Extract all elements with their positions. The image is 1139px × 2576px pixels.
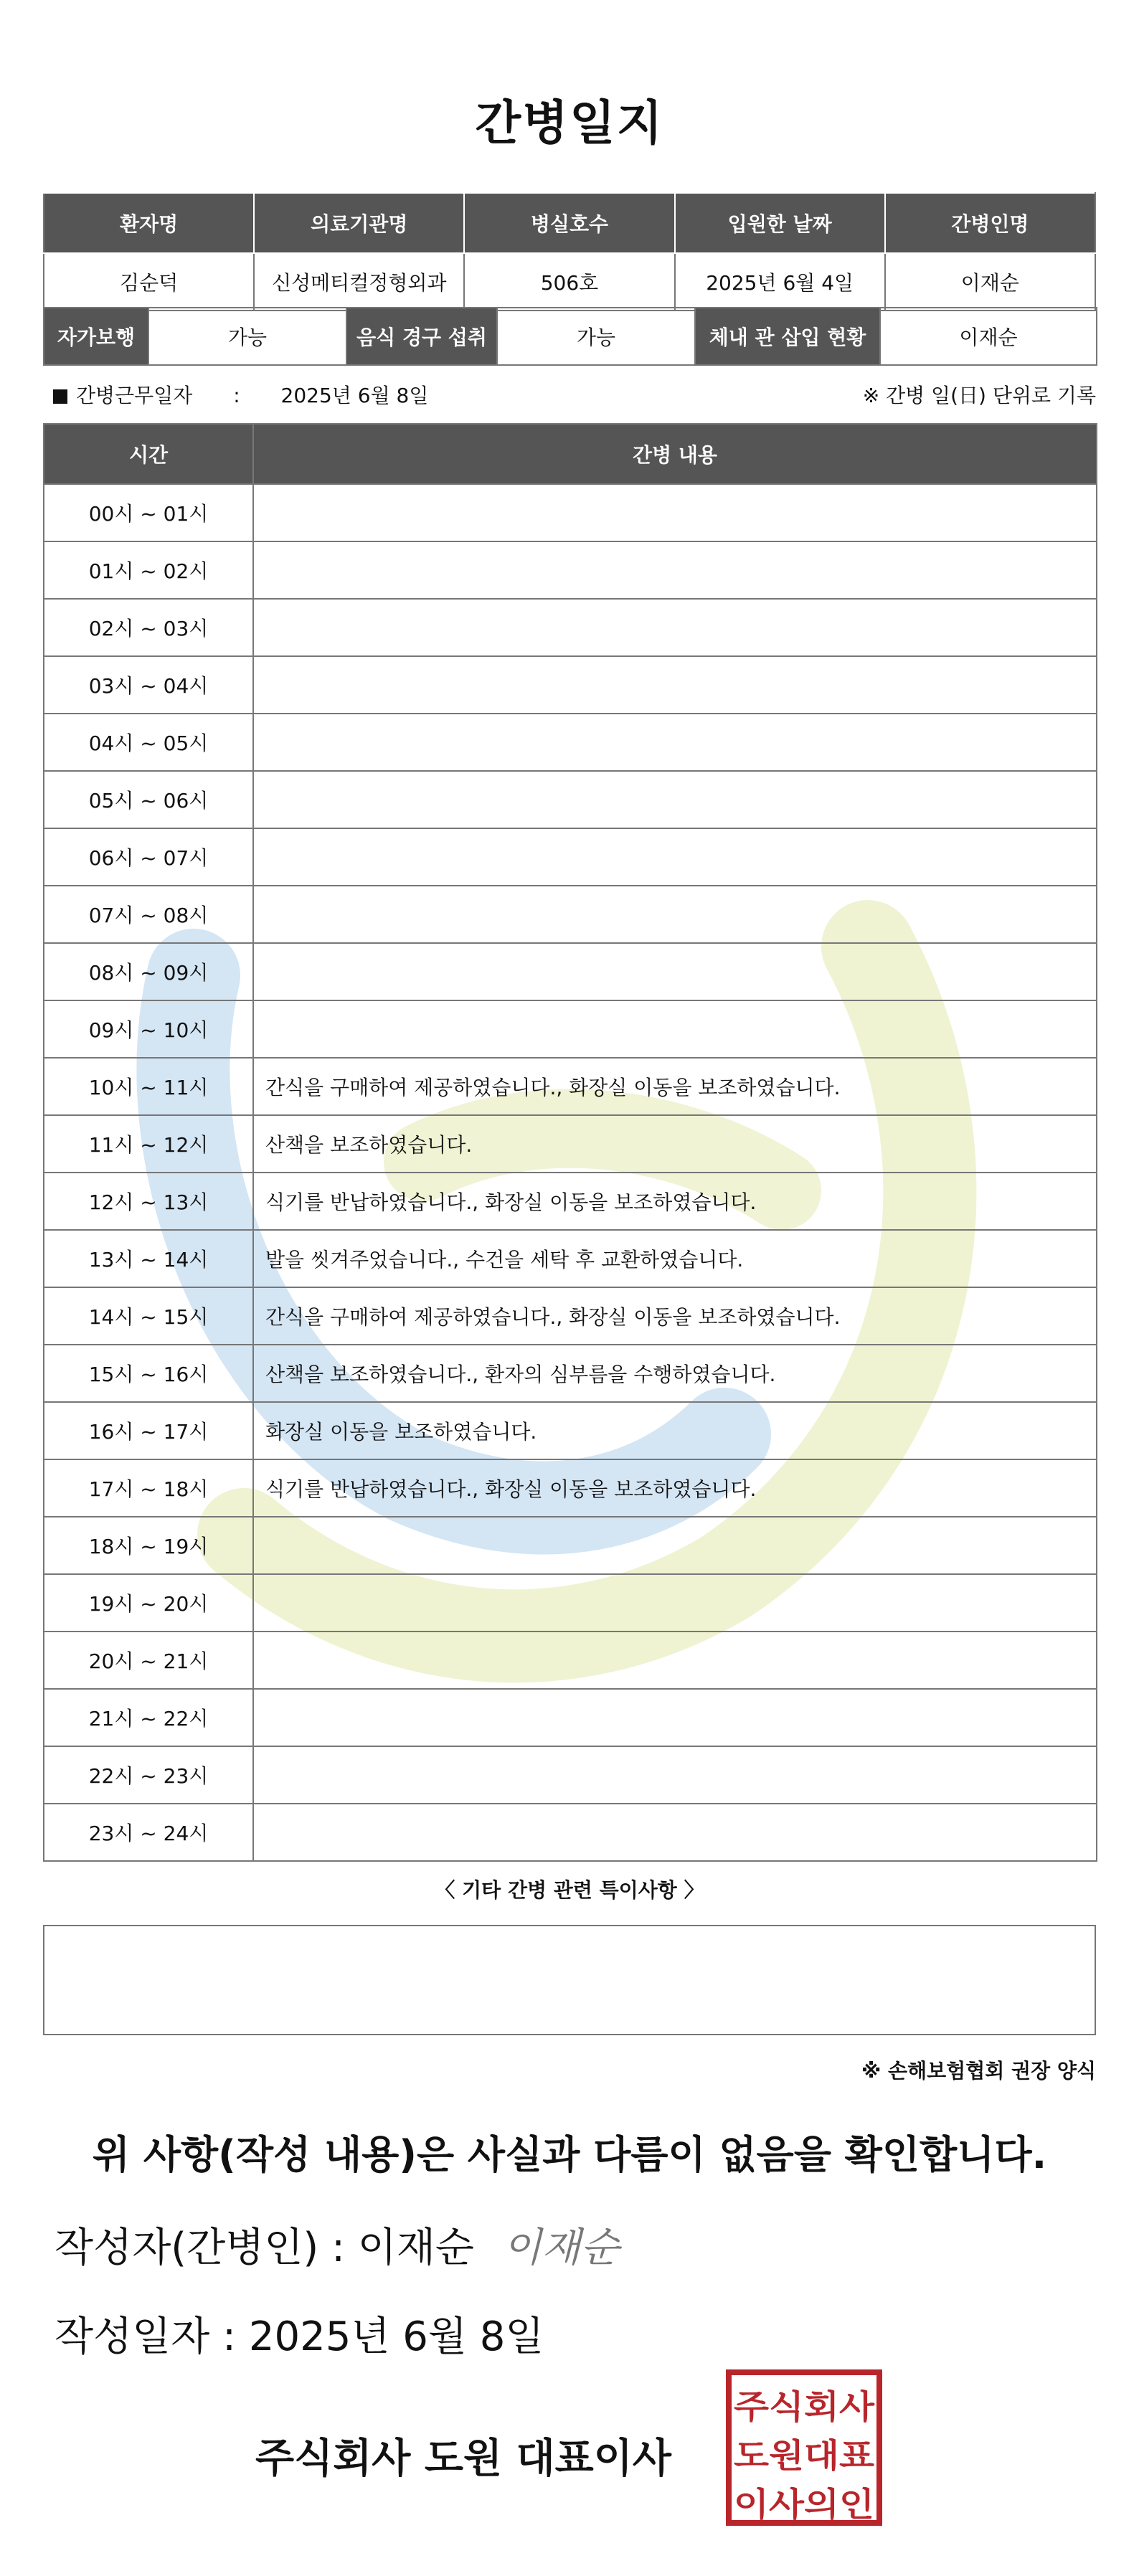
- care-content: [253, 541, 1097, 599]
- time-slot: 20시 ~ 21시: [44, 1632, 253, 1689]
- tube-value: 이재순: [880, 308, 1097, 365]
- time-slot: 08시 ~ 09시: [44, 943, 253, 1000]
- time-slot: 09시 ~ 10시: [44, 1000, 253, 1058]
- table-row: [44, 886, 1097, 943]
- care-content: [253, 1746, 1097, 1804]
- self-walk-value: 가능: [148, 308, 346, 365]
- time-slot: 02시 ~ 03시: [44, 599, 253, 656]
- table-row: [44, 714, 1097, 771]
- header-care-content: 간병 내용: [253, 424, 1097, 484]
- time-slot: 11시 ~ 12시: [44, 1115, 253, 1173]
- time-slot: 06시 ~ 07시: [44, 828, 253, 886]
- table-row: [44, 1287, 1097, 1345]
- time-slot: 16시 ~ 17시: [44, 1402, 253, 1459]
- oral-intake-label: 음식 경구 섭취: [346, 308, 497, 365]
- seal-line-1: 주식회사: [734, 2387, 875, 2426]
- time-slot: 10시 ~ 11시: [44, 1058, 253, 1115]
- time-slot: 22시 ~ 23시: [44, 1746, 253, 1804]
- care-content: [253, 1689, 1097, 1746]
- header-patient-name: 환자명: [44, 193, 254, 253]
- caregiver-name: 이재순: [885, 253, 1095, 311]
- table-row: [44, 656, 1097, 714]
- work-date-colon: :: [233, 384, 240, 407]
- care-content: 발을 씻겨주었습니다., 수건을 세탁 후 교환하였습니다.: [253, 1230, 1097, 1287]
- company-seal-stamp: [724, 2368, 884, 2527]
- writer-label: 작성자(간병인) : 이재순: [55, 2225, 475, 2271]
- table-row: [44, 943, 1097, 1000]
- care-content: [253, 1574, 1097, 1632]
- table-row: [44, 599, 1097, 656]
- seal-line-3: 이사의인: [734, 2485, 874, 2524]
- table-row: [44, 484, 1097, 541]
- care-content: [253, 1804, 1097, 1861]
- care-content: [253, 886, 1097, 943]
- work-date-line: [53, 380, 428, 409]
- table-row: [44, 1230, 1097, 1287]
- table-row: [44, 828, 1097, 886]
- remarks-box: [43, 1925, 1096, 2035]
- table-row: [44, 1804, 1097, 1861]
- tube-label: 체내 관 삽입 현황: [695, 308, 880, 365]
- oral-intake-value: 가능: [497, 308, 695, 365]
- care-content: 산책을 보조하였습니다., 환자의 심부름을 수행하였습니다.: [253, 1345, 1097, 1402]
- table-row: [44, 771, 1097, 828]
- table-row: [44, 1402, 1097, 1459]
- seal-line-2: 도원대표: [734, 2436, 875, 2475]
- time-slot: 00시 ~ 01시: [44, 484, 253, 541]
- care-content: 산책을 보조하였습니다.: [253, 1115, 1097, 1173]
- work-date-value: 2025년 6월 8일: [280, 384, 429, 407]
- care-content: [253, 1632, 1097, 1689]
- unit-note: ※ 간병 일(日) 단위로 기록: [862, 384, 1096, 407]
- time-slot: 05시 ~ 06시: [44, 771, 253, 828]
- header-admission-date: 입원한 날짜: [675, 193, 885, 253]
- patient-name: 김순덕: [44, 253, 254, 311]
- writer-line: [55, 2216, 619, 2273]
- header-hospital-name: 의료기관명: [254, 193, 464, 253]
- header-room-number: 병실호수: [464, 193, 674, 253]
- time-slot: 07시 ~ 08시: [44, 886, 253, 943]
- time-slot: 19시 ~ 20시: [44, 1574, 253, 1632]
- time-slot: 01시 ~ 02시: [44, 541, 253, 599]
- square-bullet-icon: [53, 389, 67, 404]
- time-slot: 21시 ~ 22시: [44, 1689, 253, 1746]
- company-representative: 주식회사 도원 대표이사: [255, 2435, 671, 2482]
- table-row: [44, 1058, 1097, 1115]
- writer-signature: 이재순: [503, 2225, 620, 2271]
- care-content: [253, 714, 1097, 771]
- patient-info-table: [43, 192, 1096, 311]
- time-slot: 12시 ~ 13시: [44, 1173, 253, 1230]
- time-slot: 13시 ~ 14시: [44, 1230, 253, 1287]
- room-number: 506호: [464, 253, 674, 311]
- care-content: [253, 484, 1097, 541]
- self-walk-label: 자가보행: [44, 308, 148, 365]
- hospital-name: 신성메티컬정형외과: [254, 253, 464, 311]
- care-content: 간식을 구매하여 제공하였습니다., 화장실 이동을 보조하였습니다.: [253, 1287, 1097, 1345]
- care-content: 식기를 반납하였습니다., 화장실 이동을 보조하였습니다.: [253, 1459, 1097, 1517]
- admission-date: 2025년 6월 4일: [675, 253, 885, 311]
- care-content: [253, 1000, 1097, 1058]
- care-content: [253, 943, 1097, 1000]
- confirmation-statement: 위 사항(작성 내용)은 사실과 다름이 없음을 확인합니다.: [92, 2132, 1047, 2177]
- write-date: 작성일자 : 2025년 6월 8일: [55, 2314, 544, 2360]
- table-row: [44, 1689, 1097, 1746]
- care-content: [253, 656, 1097, 714]
- time-slot: 23시 ~ 24시: [44, 1804, 253, 1861]
- table-row: [44, 1000, 1097, 1058]
- care-content: [253, 828, 1097, 886]
- care-content: [253, 771, 1097, 828]
- time-slot: 04시 ~ 05시: [44, 714, 253, 771]
- patient-status-table: [43, 307, 1097, 366]
- care-content: [253, 599, 1097, 656]
- remarks-title: 〈 기타 간병 관련 특이사항 〉: [435, 1878, 704, 1902]
- association-note: ※ 손해보험협회 권장 양식: [861, 2059, 1096, 2083]
- time-slot: 03시 ~ 04시: [44, 656, 253, 714]
- care-content: 식기를 반납하였습니다., 화장실 이동을 보조하였습니다.: [253, 1173, 1097, 1230]
- header-time: 시간: [44, 424, 253, 484]
- care-content: [253, 1517, 1097, 1574]
- table-row: [44, 1173, 1097, 1230]
- time-slot: 14시 ~ 15시: [44, 1287, 253, 1345]
- time-slot: 18시 ~ 19시: [44, 1517, 253, 1574]
- page-title: 간병일지: [475, 95, 664, 151]
- care-content: 화장실 이동을 보조하였습니다.: [253, 1402, 1097, 1459]
- table-row: [44, 1746, 1097, 1804]
- table-row: [44, 1574, 1097, 1632]
- time-slot: 17시 ~ 18시: [44, 1459, 253, 1517]
- table-row: [44, 1115, 1097, 1173]
- header-caregiver-name: 간병인명: [885, 193, 1095, 253]
- time-slot: 15시 ~ 16시: [44, 1345, 253, 1402]
- table-row: [44, 1459, 1097, 1517]
- table-row: [44, 1345, 1097, 1402]
- care-content: 간식을 구매하여 제공하였습니다., 화장실 이동을 보조하였습니다.: [253, 1058, 1097, 1115]
- care-log-table: [43, 423, 1097, 1862]
- table-row: [44, 1632, 1097, 1689]
- work-date-label: 간병근무일자: [76, 384, 193, 407]
- table-row: [44, 1517, 1097, 1574]
- table-row: [44, 541, 1097, 599]
